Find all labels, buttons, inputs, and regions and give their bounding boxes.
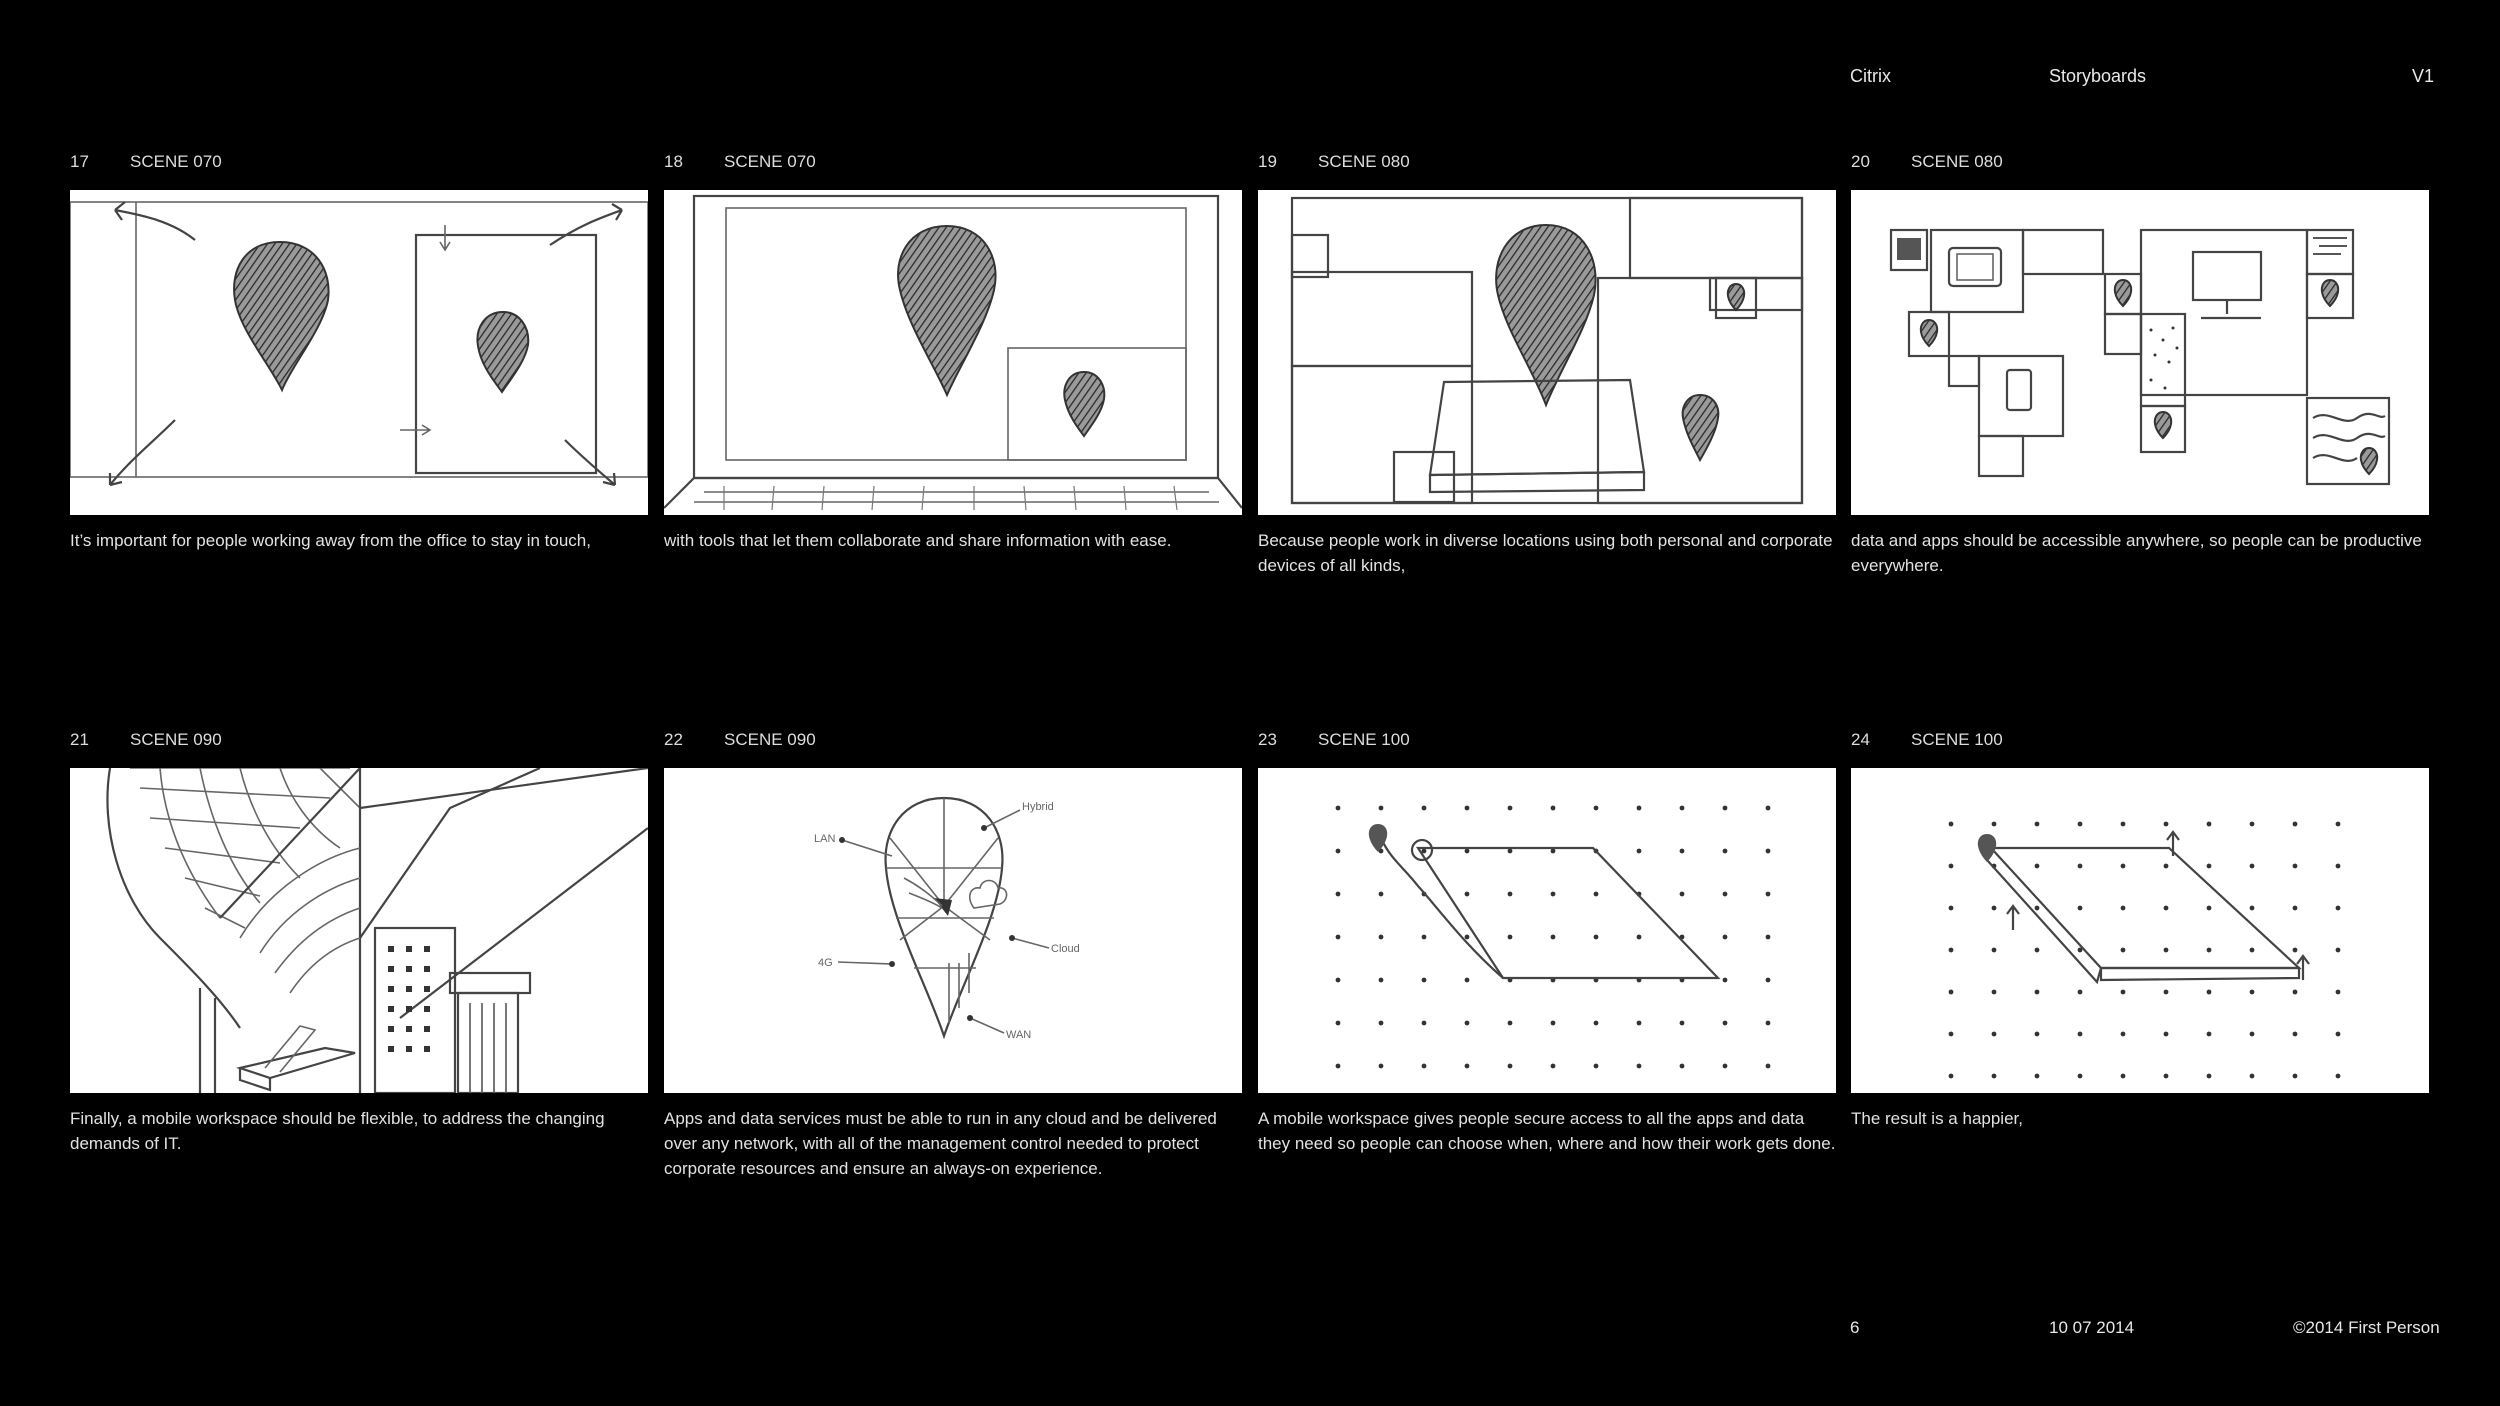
grid-dot [1551, 806, 1556, 811]
footer-date: 10 07 2014 [2049, 1318, 2135, 1337]
grid-dot [1594, 892, 1599, 897]
grid-dot [1422, 1021, 1427, 1026]
grid-dot [2293, 864, 2298, 869]
frame-number: 17 [70, 152, 89, 171]
grid-dot [1723, 978, 1728, 983]
grid-dot [1336, 1064, 1341, 1069]
grid-dot [1637, 806, 1642, 811]
sketch-panel [664, 768, 1242, 1093]
grid-dot [2121, 906, 2126, 911]
grid-dot [1336, 978, 1341, 983]
grid-dot [2250, 990, 2255, 995]
grid-dot [1422, 978, 1427, 983]
grid-dot [2250, 906, 2255, 911]
sketch-raised-platform [1851, 768, 2429, 1093]
scene-label: SCENE 080 [1318, 152, 1410, 171]
header-version: V1 [2412, 66, 2435, 86]
frame-caption: Apps and data services must be able to run in any cloud and be delivered over any network, with all of the management control needed to protect corporate resources and ensure an always-on experience. [664, 1109, 1217, 1178]
label-4g: 4G [818, 957, 833, 969]
grid-dot [1992, 906, 1997, 911]
scene-label: SCENE 100 [1911, 730, 2003, 749]
grid-dot [1992, 1032, 1997, 1037]
grid-dot [2164, 906, 2169, 911]
grid-dot [1680, 1064, 1685, 1069]
grid-dot [2293, 1074, 2298, 1079]
grid-dot [2207, 990, 2212, 995]
grid-dot [1336, 935, 1341, 940]
scene-label: SCENE 070 [724, 152, 816, 171]
grid-dot [2336, 1074, 2341, 1079]
grid-dot [2250, 864, 2255, 869]
grid-dot [1680, 849, 1685, 854]
grid-dot [1766, 935, 1771, 940]
sketch-dot-grid-path [1258, 768, 1836, 1093]
grid-dot [2121, 1032, 2126, 1037]
grid-dot [2078, 906, 2083, 911]
grid-dot [1594, 1021, 1599, 1026]
sketch-panel [664, 190, 1242, 515]
header-client: Citrix [1850, 66, 1891, 86]
grid-dot [2293, 822, 2298, 827]
grid-dot [2164, 822, 2169, 827]
label-hybrid: Hybrid [1022, 801, 1054, 813]
grid-dot [1680, 892, 1685, 897]
grid-dot [1992, 822, 1997, 827]
frame-caption: It’s important for people working away from the office to stay in touch, [70, 531, 591, 550]
grid-dot [2078, 1032, 2083, 1037]
grid-dot [2207, 1032, 2212, 1037]
label-cloud: Cloud [1051, 943, 1080, 955]
grid-dot [1379, 1064, 1384, 1069]
grid-dot [1508, 849, 1513, 854]
grid-dot [2078, 990, 2083, 995]
grid-dot [1422, 1064, 1427, 1069]
grid-dot [1379, 1021, 1384, 1026]
grid-dot [1766, 806, 1771, 811]
grid-dot [2035, 1074, 2040, 1079]
grid-dot [1508, 935, 1513, 940]
grid-dot [2164, 864, 2169, 869]
grid-dot [1336, 1021, 1341, 1026]
grid-dot [1949, 822, 1954, 827]
grid-dot [2121, 822, 2126, 827]
grid-dot [1594, 806, 1599, 811]
frame-caption: Finally, a mobile workspace should be flexible, to address the changing demands of IT. [70, 1109, 605, 1153]
grid-dot [1594, 1064, 1599, 1069]
grid-dot [1379, 935, 1384, 940]
sketch-panel [1851, 190, 2429, 515]
grid-dot [1551, 849, 1556, 854]
grid-dot [2078, 1074, 2083, 1079]
frame-caption: data and apps should be accessible anywhere, so people can be productive everywhere. [1851, 531, 2422, 575]
grid-dot [2336, 948, 2341, 953]
grid-dot [2035, 948, 2040, 953]
sketch-laptop-pins [664, 190, 1242, 515]
sketch-panel [70, 190, 648, 515]
header-document-type: Storyboards [2049, 66, 2147, 86]
grid-dot [2164, 990, 2169, 995]
grid-dot [2207, 822, 2212, 827]
grid-dot [1465, 1064, 1470, 1069]
grid-dot [2250, 822, 2255, 827]
sketch-panel [1851, 768, 2429, 1093]
grid-dot [2336, 864, 2341, 869]
grid-dot [1465, 892, 1470, 897]
sketch-device-mosaic [1851, 190, 2429, 515]
grid-dot [2336, 1032, 2341, 1037]
grid-dot [1336, 892, 1341, 897]
grid-dot [1379, 892, 1384, 897]
grid-dot [1465, 978, 1470, 983]
grid-dot [2121, 1074, 2126, 1079]
grid-dot [1992, 948, 1997, 953]
grid-dot [1766, 978, 1771, 983]
grid-dot [1422, 935, 1427, 940]
grid-dot [1637, 1064, 1642, 1069]
grid-dot [1723, 1021, 1728, 1026]
sketch-pin-over-devices [1258, 190, 1836, 515]
grid-dot [1766, 849, 1771, 854]
grid-dot [2121, 948, 2126, 953]
footer-page-number: 6 [1850, 1318, 1860, 1337]
frame-number: 18 [664, 152, 683, 171]
grid-dot [2207, 1074, 2212, 1079]
grid-dot [2121, 864, 2126, 869]
grid-dot [2336, 990, 2341, 995]
grid-dot [1379, 806, 1384, 811]
grid-dot [2078, 822, 2083, 827]
scene-label: SCENE 070 [130, 152, 222, 171]
grid-dot [1508, 1064, 1513, 1069]
grid-dot [1508, 892, 1513, 897]
grid-dot [2078, 864, 2083, 869]
grid-dot [2250, 948, 2255, 953]
grid-dot [1949, 1032, 1954, 1037]
grid-dot [1992, 1074, 1997, 1079]
grid-dot [1336, 806, 1341, 811]
grid-dot [1949, 864, 1954, 869]
grid-dot [2035, 906, 2040, 911]
frame-caption: A mobile workspace gives people secure access to all the apps and data they need so people can choose when, where and how their work gets done. [1258, 1109, 1836, 1153]
frame-number: 24 [1851, 730, 1870, 749]
grid-dot [1766, 892, 1771, 897]
grid-dot [2035, 822, 2040, 827]
grid-dot [1723, 806, 1728, 811]
grid-dot [1637, 935, 1642, 940]
label-lan: LAN [814, 833, 836, 845]
frame-caption: with tools that let them collaborate and share information with ease. [664, 531, 1172, 550]
grid-dot [2207, 906, 2212, 911]
frame-number: 19 [1258, 152, 1277, 171]
frame-number: 21 [70, 730, 89, 749]
grid-dot [1551, 1021, 1556, 1026]
frame-caption: Because people work in diverse locations using both personal and corporate devices of all kinds, [1258, 531, 1833, 575]
grid-dot [1992, 990, 1997, 995]
grid-dot [1508, 806, 1513, 811]
grid-dot [2035, 990, 2040, 995]
sketch-panel [70, 768, 648, 1093]
sketch-panel [1258, 190, 1836, 515]
frame-number: 20 [1851, 152, 1870, 171]
grid-dot [1637, 849, 1642, 854]
frame-number: 22 [664, 730, 683, 749]
sketch-architecture [70, 768, 648, 1093]
grid-dot [2293, 1032, 2298, 1037]
grid-dot [2293, 906, 2298, 911]
label-wan: WAN [1006, 1029, 1032, 1041]
frame-caption: The result is a happier, [1851, 1109, 2023, 1128]
grid-dot [1680, 806, 1685, 811]
grid-dot [2164, 1074, 2169, 1079]
grid-dot [2293, 948, 2298, 953]
grid-dot [1594, 935, 1599, 940]
grid-dot [2164, 948, 2169, 953]
grid-dot [1949, 1074, 1954, 1079]
grid-dot [1680, 1021, 1685, 1026]
grid-dot [2207, 864, 2212, 869]
grid-dot [1508, 1021, 1513, 1026]
grid-dot [2035, 864, 2040, 869]
grid-dot [1465, 849, 1470, 854]
grid-dot [1637, 1021, 1642, 1026]
grid-dot [1723, 849, 1728, 854]
grid-dot [2164, 1032, 2169, 1037]
sketch-panel [1258, 768, 1836, 1093]
grid-dot [1465, 935, 1470, 940]
grid-dot [1551, 935, 1556, 940]
scene-label: SCENE 090 [724, 730, 816, 749]
grid-dot [2250, 1032, 2255, 1037]
grid-dot [2293, 990, 2298, 995]
scene-label: SCENE 090 [130, 730, 222, 749]
grid-dot [1422, 806, 1427, 811]
grid-dot [1465, 1021, 1470, 1026]
grid-dot [1766, 1064, 1771, 1069]
grid-dot [2207, 948, 2212, 953]
grid-dot [1949, 948, 1954, 953]
footer-copyright: ©2014 First Person [2293, 1318, 2440, 1337]
grid-dot [2121, 990, 2126, 995]
grid-dot [1723, 892, 1728, 897]
grid-dot [1949, 906, 1954, 911]
scene-label: SCENE 080 [1911, 152, 2003, 171]
frame-number: 23 [1258, 730, 1277, 749]
grid-dot [1766, 1021, 1771, 1026]
grid-dot [1379, 978, 1384, 983]
grid-dot [1336, 849, 1341, 854]
grid-dot [2336, 822, 2341, 827]
grid-dot [1949, 990, 1954, 995]
scene-label: SCENE 100 [1318, 730, 1410, 749]
grid-dot [2336, 906, 2341, 911]
sketch-two-pins-arrows [70, 190, 648, 515]
grid-dot [1723, 935, 1728, 940]
grid-dot [1551, 1064, 1556, 1069]
sketch-network-pin [664, 768, 1242, 1093]
grid-dot [1465, 806, 1470, 811]
grid-dot [2250, 1074, 2255, 1079]
grid-dot [1723, 1064, 1728, 1069]
grid-dot [1551, 892, 1556, 897]
grid-dot [2035, 1032, 2040, 1037]
